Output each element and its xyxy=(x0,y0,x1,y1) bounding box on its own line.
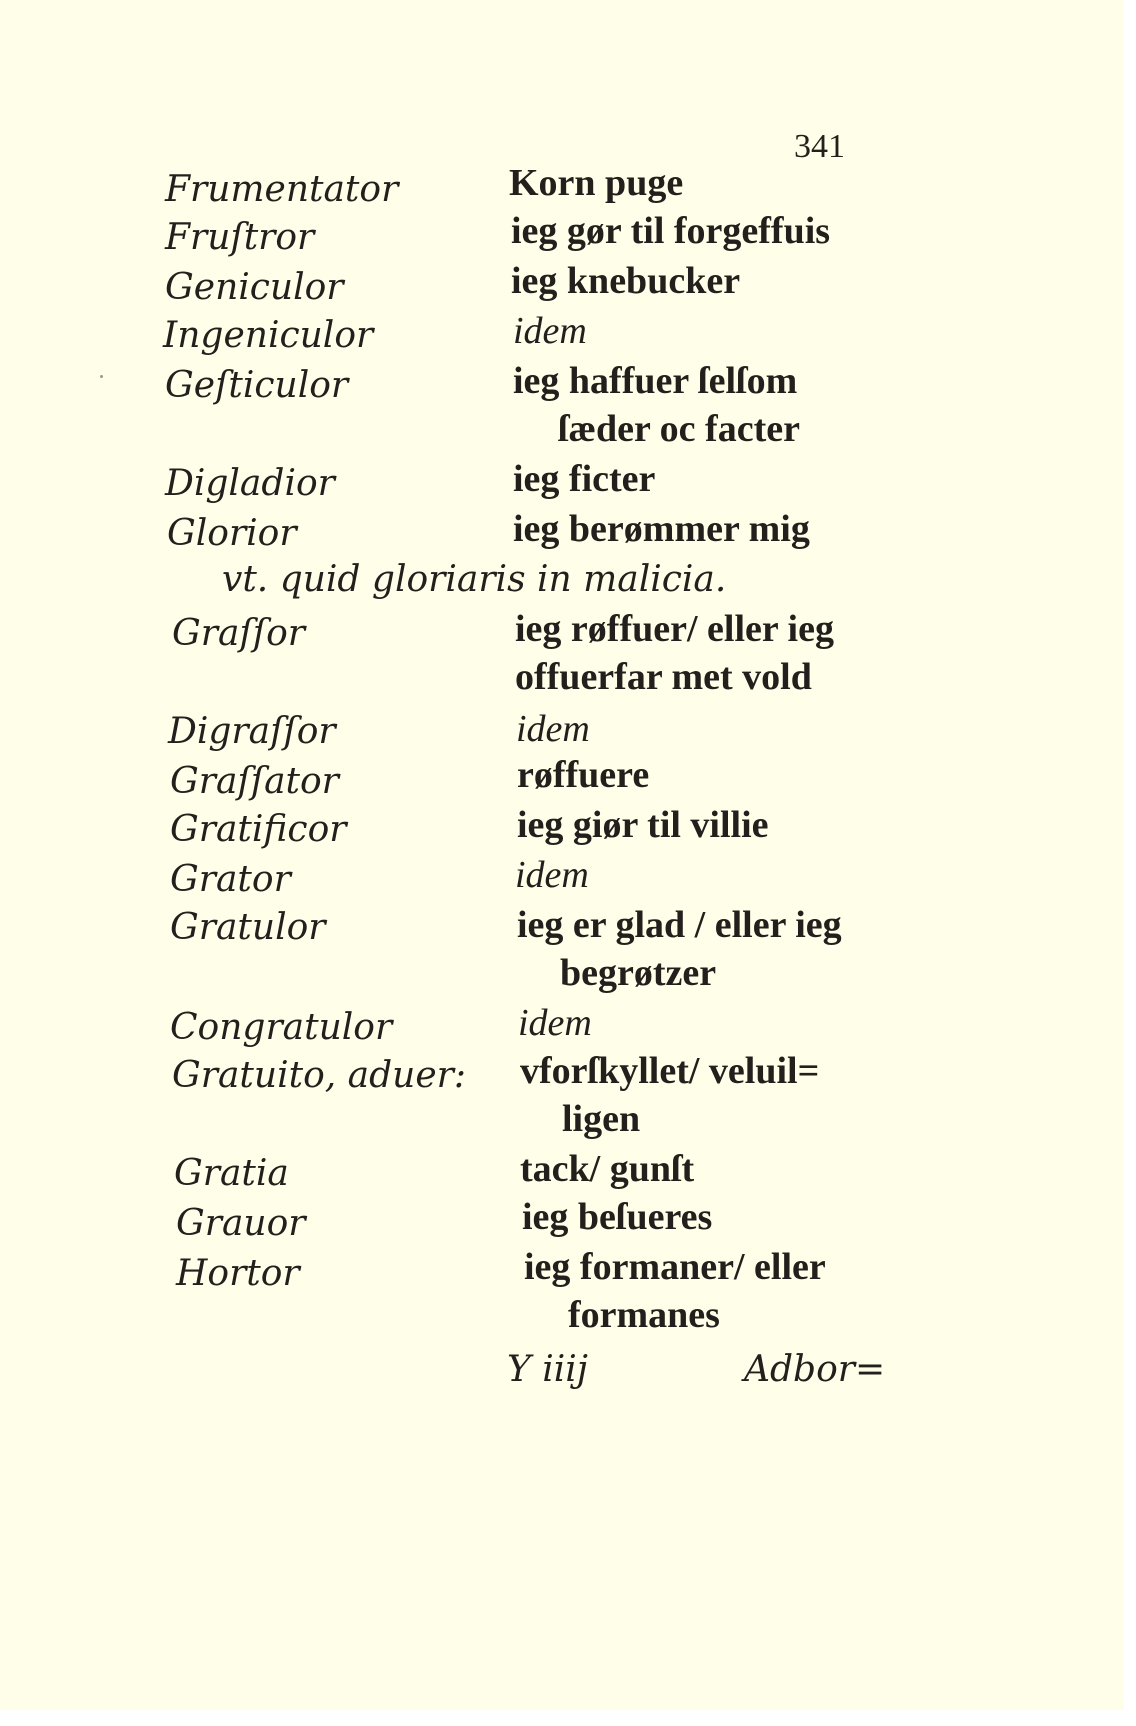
latin-term: Fruſtror xyxy=(165,217,315,258)
page-number: 341 xyxy=(794,128,845,165)
latin-term: Frumentator xyxy=(165,169,399,210)
catchword: Adbor= xyxy=(744,1349,886,1390)
danish-gloss: idem xyxy=(518,1002,592,1044)
usage-example: vt. quid gloriaris in malicia. xyxy=(222,559,727,600)
danish-gloss: ieg haffuer ſelſom xyxy=(513,360,798,402)
latin-term: Gratuito, aduer: xyxy=(172,1055,466,1096)
danish-gloss-continuation: ſæder oc facter xyxy=(558,408,800,450)
danish-gloss: røffuere xyxy=(517,754,650,796)
page-edge-right xyxy=(1124,0,1136,1710)
latin-term: Geniculor xyxy=(165,267,344,308)
danish-gloss: ieg giør til villie xyxy=(517,804,769,846)
latin-term: Digraſſor xyxy=(168,711,336,752)
latin-term: Grator xyxy=(170,859,291,900)
latin-term: Hortor xyxy=(176,1253,300,1294)
latin-term: Gratulor xyxy=(170,907,326,948)
latin-term: Graſſator xyxy=(170,761,339,802)
danish-gloss: ieg beſueres xyxy=(522,1196,713,1238)
danish-gloss: ieg ficter xyxy=(513,458,656,500)
danish-gloss-continuation: begrøtzer xyxy=(560,952,717,994)
danish-gloss: ieg røffuer/ eller ieg xyxy=(515,608,834,650)
page-edge-bottom xyxy=(0,1710,1136,1726)
latin-term: Ingeniculor xyxy=(163,315,374,356)
danish-gloss: ieg berømmer mig xyxy=(513,508,810,550)
danish-gloss: Korn puge xyxy=(509,162,684,204)
danish-gloss: ieg er glad / eller ieg xyxy=(517,904,842,946)
danish-gloss: ieg formaner/ eller xyxy=(524,1246,826,1288)
latin-term: Grauor xyxy=(176,1203,306,1244)
latin-term: Graſſor xyxy=(172,613,305,654)
latin-term: Gratia xyxy=(174,1153,289,1194)
latin-term: Digladior xyxy=(165,463,335,504)
latin-term: Glorior xyxy=(167,513,297,554)
danish-gloss: vforſkyllet/ veluil= xyxy=(520,1050,820,1092)
danish-gloss: tack/ gunſt xyxy=(520,1148,695,1190)
danish-gloss: idem xyxy=(515,854,589,896)
ink-speck xyxy=(100,375,103,378)
latin-term: Geſticulor xyxy=(165,365,349,406)
danish-gloss: ieg knebucker xyxy=(511,260,741,302)
danish-gloss-continuation: ligen xyxy=(562,1098,641,1140)
danish-gloss: idem xyxy=(516,708,590,750)
danish-gloss-continuation: offuerfar met vold xyxy=(515,656,812,698)
danish-gloss: idem xyxy=(513,310,587,352)
latin-term: Gratificor xyxy=(170,809,347,850)
danish-gloss-continuation: formanes xyxy=(568,1294,720,1336)
danish-gloss: ieg gør til forgeffuis xyxy=(511,210,831,252)
signature-mark: Y iiij xyxy=(507,1349,588,1390)
latin-term: Congratulor xyxy=(170,1007,393,1048)
